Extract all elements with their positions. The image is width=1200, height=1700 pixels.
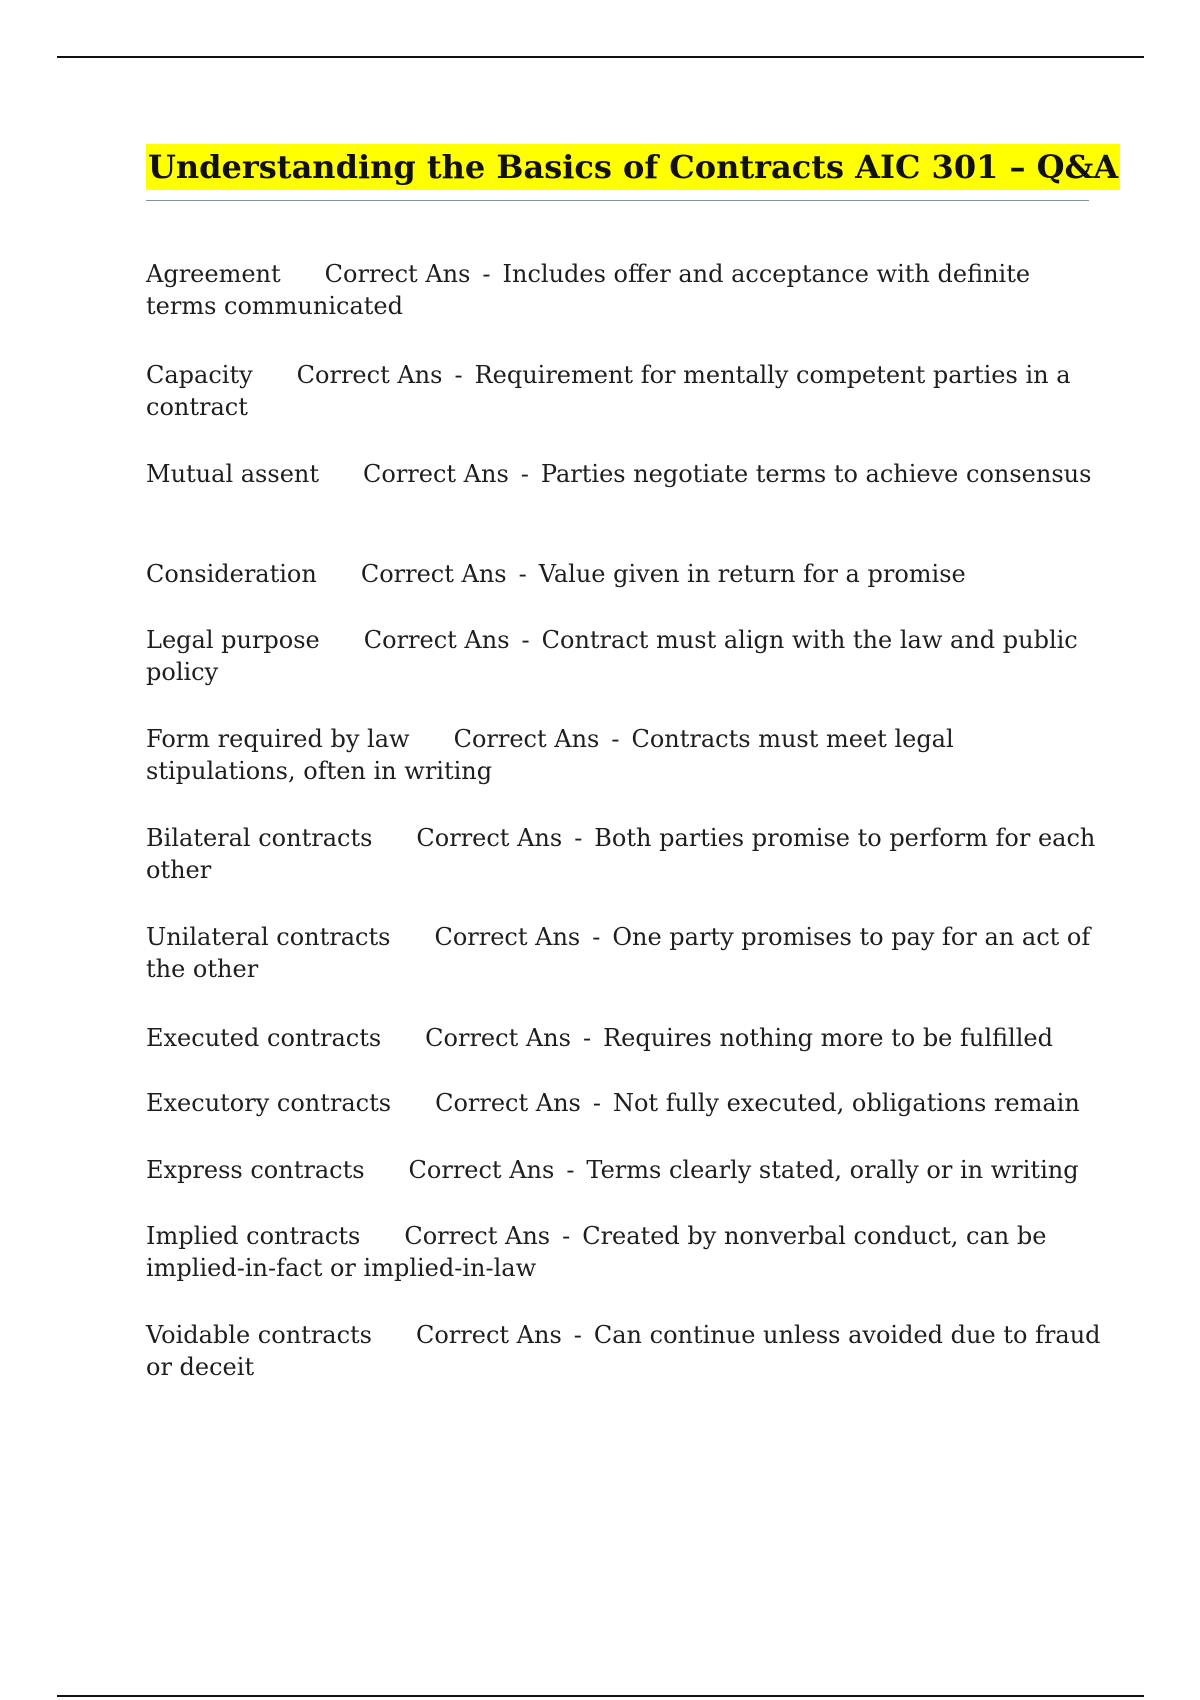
qa-term: Legal purpose xyxy=(146,626,320,654)
answer-separator: - xyxy=(574,824,583,852)
qa-item xyxy=(146,1022,1101,1054)
answer-label: Correct Ans xyxy=(360,560,507,588)
qa-term: Mutual assent xyxy=(146,460,319,488)
qa-term: Implied contracts xyxy=(146,1222,361,1250)
qa-term: Executed contracts xyxy=(146,1024,382,1052)
qa-answer: Value given in return for a promise xyxy=(538,560,966,588)
qa-answer: Can continue unless avoided due to fraud or deceit xyxy=(146,1321,1101,1381)
qa-term: Unilateral contracts xyxy=(146,923,391,951)
page-title: Understanding the Basics of Contracts AIC 301 – Q&A xyxy=(146,144,1120,190)
answer-label: Correct Ans xyxy=(404,1222,551,1250)
qa-item xyxy=(146,558,1101,590)
qa-item xyxy=(146,1220,1101,1284)
qa-item xyxy=(146,359,1101,423)
answer-label: Correct Ans xyxy=(296,361,443,389)
answer-label: Correct Ans xyxy=(408,1156,555,1184)
qa-item xyxy=(146,624,1101,688)
answer-label: Correct Ans xyxy=(435,1089,581,1117)
answer-separator: - xyxy=(582,1024,592,1052)
qa-term: Capacity xyxy=(146,361,253,389)
qa-item xyxy=(146,723,1101,787)
qa-answer: Parties negotiate terms to achieve consensus xyxy=(540,460,1092,488)
qa-term: Bilateral contracts xyxy=(146,824,373,852)
qa-answer: Contracts must meet legal stipulations, often in writing xyxy=(146,725,954,785)
answer-separator: - xyxy=(521,626,530,654)
qa-term: Agreement xyxy=(146,260,281,288)
qa-answer: Created by nonverbal conduct, can be implied-in-fact or implied-in-law xyxy=(146,1222,1047,1282)
qa-term: Express contracts xyxy=(146,1156,365,1184)
qa-answer: Requires nothing more to be fulfilled xyxy=(603,1024,1053,1052)
answer-separator: - xyxy=(562,1222,571,1250)
qa-answer: Requirement for mentally competent parties in a contract xyxy=(146,361,1071,421)
qa-answer: Not fully executed, obligations remain xyxy=(612,1089,1080,1117)
qa-item xyxy=(146,1087,1101,1119)
qa-answer: Includes offer and acceptance with definite terms communicated xyxy=(146,260,1031,320)
answer-label: Correct Ans xyxy=(363,460,509,488)
qa-term: Consideration xyxy=(146,560,317,588)
answer-separator: - xyxy=(454,361,463,389)
answer-separator: - xyxy=(592,923,601,951)
header-rule xyxy=(57,56,1144,58)
answer-separator: - xyxy=(518,560,527,588)
answer-label: Correct Ans xyxy=(453,725,600,753)
qa-answer: One party promises to pay for an act of the other xyxy=(146,923,1091,983)
answer-separator: - xyxy=(482,260,491,288)
qa-item xyxy=(146,1319,1101,1383)
qa-term: Voidable contracts xyxy=(146,1321,372,1349)
qa-answer: Contract must align with the law and public policy xyxy=(146,626,1078,686)
qa-item xyxy=(146,921,1101,985)
answer-label: Correct Ans xyxy=(415,1321,562,1349)
title-block xyxy=(146,144,1119,201)
qa-item xyxy=(146,1154,1101,1186)
answer-separator: - xyxy=(611,725,620,753)
answer-label: Correct Ans xyxy=(434,923,581,951)
answer-separator: - xyxy=(573,1321,582,1349)
answer-label: Correct Ans xyxy=(324,260,471,288)
qa-term: Executory contracts xyxy=(146,1089,392,1117)
qa-item xyxy=(146,822,1101,886)
qa-answer: Terms clearly stated, orally or in writing xyxy=(586,1156,1079,1184)
answer-label: Correct Ans xyxy=(425,1024,571,1052)
qa-item xyxy=(146,258,1101,322)
answer-separator: - xyxy=(592,1089,601,1117)
answer-separator: - xyxy=(520,460,529,488)
answer-label: Correct Ans xyxy=(416,824,563,852)
footer-rule xyxy=(57,1695,1144,1697)
qa-answer: Both parties promise to perform for each other xyxy=(146,824,1096,884)
answer-label: Correct Ans xyxy=(363,626,510,654)
qa-item xyxy=(146,458,1101,490)
qa-term: Form required by law xyxy=(146,725,410,753)
answer-separator: - xyxy=(566,1156,575,1184)
